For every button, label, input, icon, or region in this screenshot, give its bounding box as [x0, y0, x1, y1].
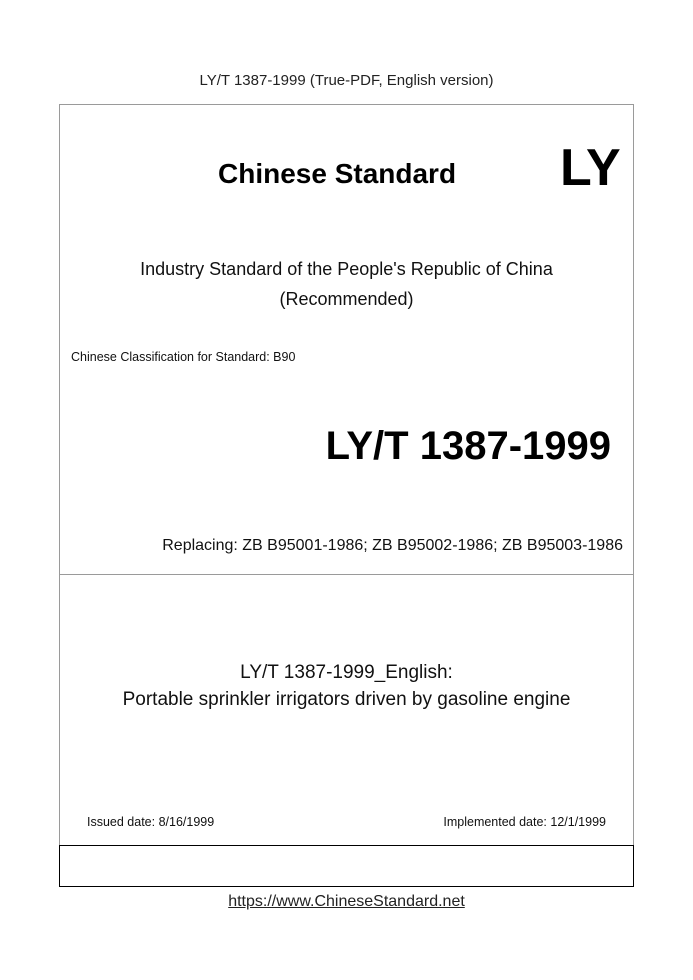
industry-standard-line: Industry Standard of the People's Republic of China [140, 259, 553, 279]
document-code-title: LY/T 1387-1999_English: [240, 662, 453, 683]
brand-code: LY [560, 139, 620, 197]
implemented-date: Implemented date: 12/1/1999 [443, 815, 606, 829]
website-link[interactable]: https://www.ChineseStandard.net [228, 893, 465, 910]
classification-text: Chinese Classification for Standard: B90 [71, 350, 296, 364]
standard-number: LY/T 1387-1999 [325, 424, 611, 468]
page-header: LY/T 1387-1999 (True-PDF, English version) [199, 72, 494, 89]
issued-date: Issued date: 8/16/1999 [87, 815, 215, 829]
recommended-line: (Recommended) [279, 289, 414, 309]
cover-frame-bottom [59, 845, 634, 887]
brand-title: Chinese Standard [218, 158, 457, 189]
document-title: Portable sprinkler irrigators driven by gasoline engine [122, 689, 571, 710]
replacing-text: Replacing: ZB B95001-1986; ZB B95002-1986; ZB B95003-1986 [162, 537, 623, 554]
